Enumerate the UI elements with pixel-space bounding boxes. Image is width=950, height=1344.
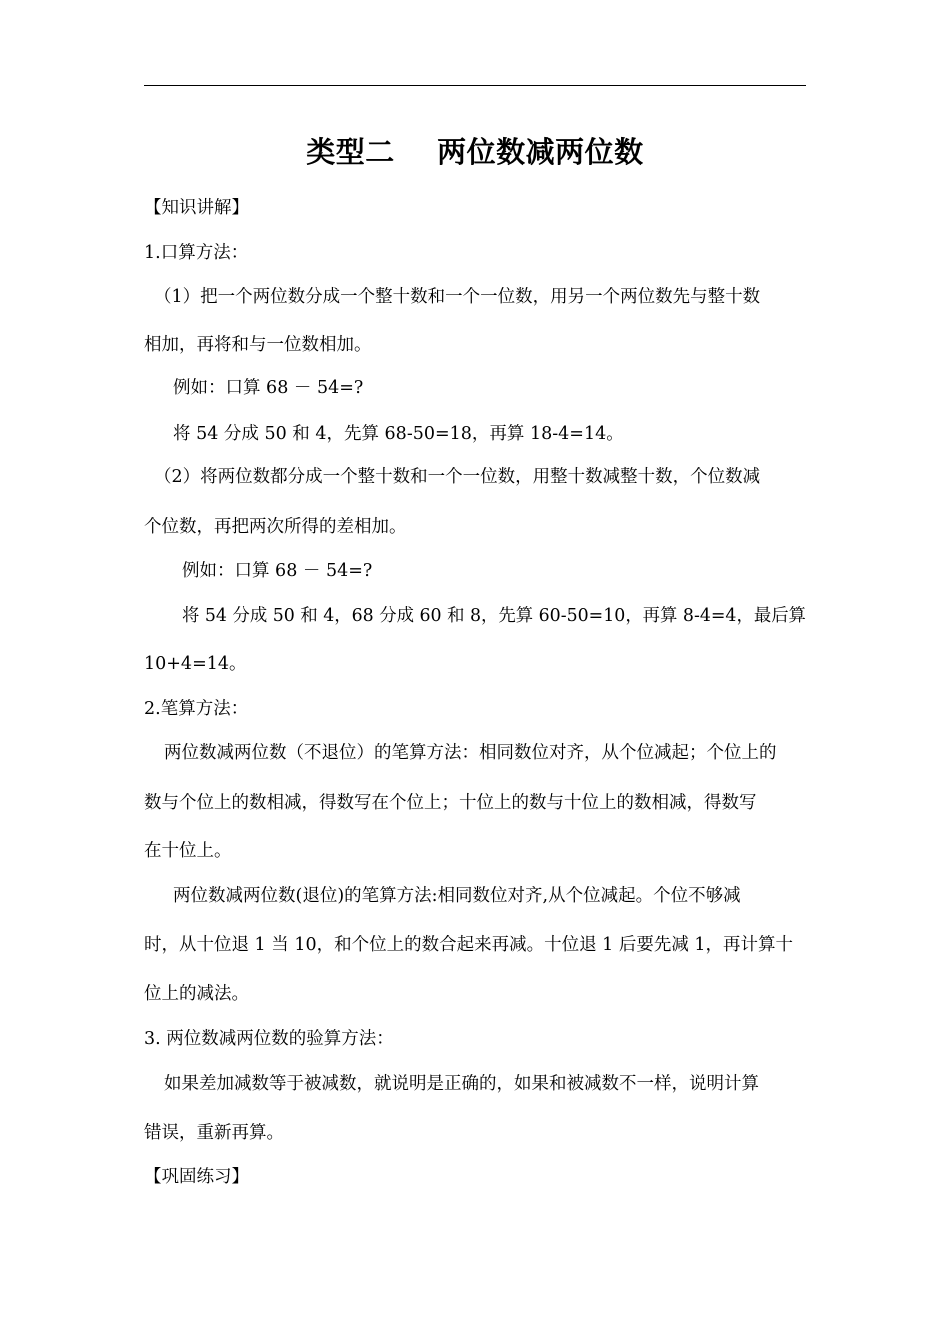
example-line: 例如：口算 68 － 54=? [182, 561, 373, 581]
example-line: 10+4=14。 [144, 654, 247, 674]
example-line: 例如：口算 68 － 54=? [173, 378, 364, 398]
example-line: 将 54 分成 50 和 4，先算 68-50=18，再算 18-4=14。 [173, 424, 624, 444]
paragraph-line: 时，从十位退 1 当 10，和个位上的数合起来再减。十位退 1 后要先减 1，再计算十 [144, 935, 794, 955]
page-title: 类型二 两位数减两位数 [306, 135, 644, 169]
section-heading-practice: 【巩固练习】 [144, 1167, 249, 1187]
paragraph-line: 两位数减两位数(退位)的笔算方法:相同数位对齐,从个位减起。个位不够减 [173, 886, 741, 906]
paragraph-line: （2）将两位数都分成一个整十数和一个一位数，用整十数减整十数，个位数减 [154, 467, 761, 487]
paragraph-line: 个位数，再把两次所得的差相加。 [144, 517, 407, 537]
paragraph-line: 错误，重新再算。 [144, 1123, 284, 1143]
section-heading-knowledge: 【知识讲解】 [144, 198, 249, 218]
heading-written-method: 2.笔算方法： [144, 699, 249, 719]
header-rule [144, 85, 806, 86]
paragraph-line: 数与个位上的数相减，得数写在个位上；十位上的数与十位上的数相减，得数写 [144, 793, 757, 813]
paragraph-line: 相加，再将和与一位数相加。 [144, 335, 372, 355]
paragraph-line: 在十位上。 [144, 841, 232, 861]
paragraph-line: 如果差加减数等于被减数，就说明是正确的，如果和被减数不一样，说明计算 [164, 1074, 759, 1094]
example-line: 将 54 分成 50 和 4，68 分成 60 和 8，先算 60-50=10，再算 8-4=4，最后算 [182, 606, 806, 626]
paragraph-line: 两位数减两位数（不退位）的笔算方法：相同数位对齐，从个位减起；个位上的 [164, 743, 777, 763]
paragraph-line: （1）把一个两位数分成一个整十数和一个一位数，用另一个两位数先与整十数 [154, 287, 761, 307]
heading-check-method: 3. 两位数减两位数的验算方法： [144, 1029, 394, 1049]
paragraph-line: 位上的减法。 [144, 984, 249, 1004]
heading-oral-method: 1.口算方法： [144, 243, 249, 263]
